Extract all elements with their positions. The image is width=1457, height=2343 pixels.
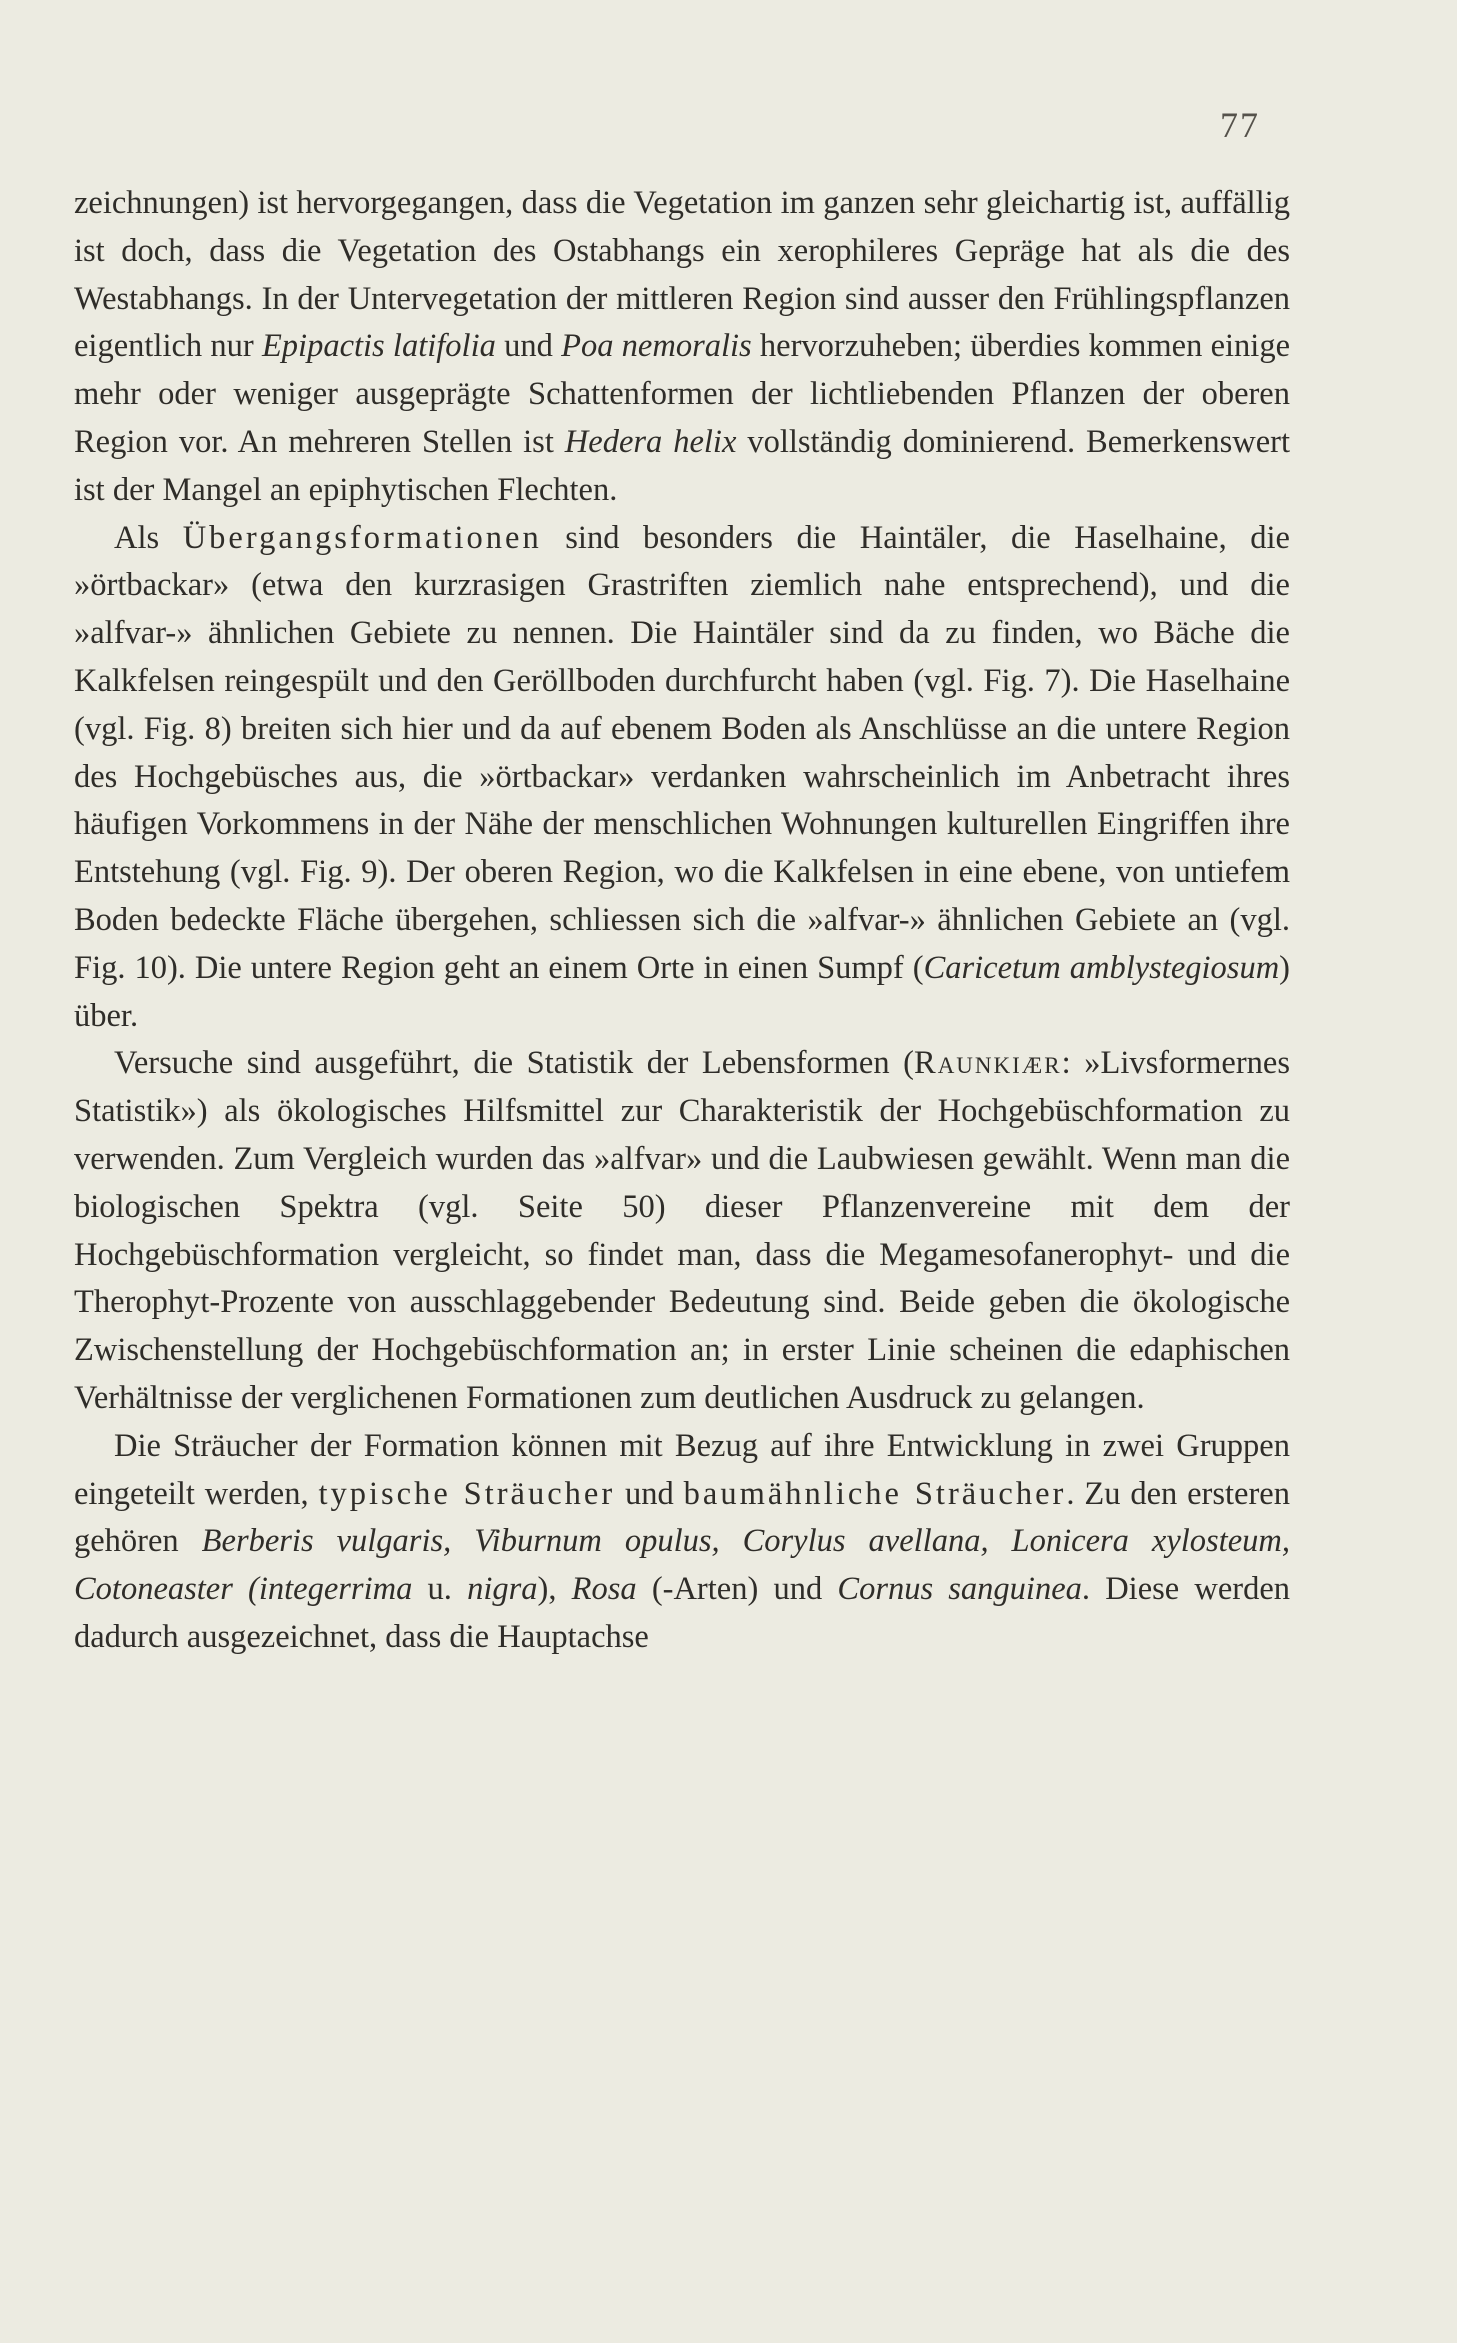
species-name: nigra [467, 1571, 538, 1608]
species-name: Caricetum amblystegiosum [923, 949, 1280, 986]
species-name: Epipactis latifolia [261, 328, 496, 365]
page-number: 77 [1220, 105, 1260, 145]
paragraph-2 [74, 515, 1290, 1041]
paragraph-3 [74, 1040, 1290, 1422]
text-run: . Zu den ersteren gehören [74, 1475, 1290, 1560]
text-run: u. [412, 1571, 468, 1608]
emphasized-term: Übergangsformationen [182, 519, 542, 556]
text-run: und [615, 1475, 684, 1512]
species-name: Rosa [571, 1571, 637, 1608]
text-run: Die Sträucher der Formation können mit Bezug auf ihre Entwicklung in zwei Gruppen eingeteilt werden, [74, 1427, 1290, 1512]
species-name: Cornus sanguinea [837, 1571, 1082, 1608]
text-run: vollständig dominierend. Bemerkenswert ist der Mangel an epiphytischen Flechten. [74, 423, 1290, 508]
paragraph-1 [74, 180, 1290, 515]
species-name: Hedera helix [564, 423, 737, 460]
text-run: ) über. [74, 949, 1290, 1034]
text-run: Als [114, 519, 183, 556]
text-run: : »Livsformernes Statistik») als ökologisches Hilfsmittel zur Charakteristik der Hochgebüschformation zu verwenden. Zum Vergleich wurden das »alfvar» und die Laubwiesen gewählt. Wenn man die biologischen Spektra (vgl. Seite 50) dieser Pflanzenvereine mit dem der Hochgebüschformation vergleicht, so findet man, dass die Megamesofanerophyt- und die Therophyt-Prozente von ausschlaggebender Bedeutung sind. Beide geben die ökologische Zwischenstellung der Hochgebüschformation an; in erster Linie scheinen die edaphischen Verhältnisse der verglichenen Formationen zum deutlichen Ausdruck zu gelangen. [74, 1045, 1290, 1416]
text-run: Versuche sind ausgeführt, die Statistik der Lebensformen ( [114, 1045, 915, 1082]
emphasized-term: baumähnliche Sträucher [683, 1475, 1067, 1512]
body-text [74, 180, 1290, 1662]
species-name: Poa nemoralis [561, 328, 752, 365]
text-run: . Diese werden dadurch ausgezeichnet, dass die Hauptachse [74, 1571, 1291, 1655]
text-run: zeichnungen) ist hervorgegangen, dass die Vegetation im ganzen sehr gleichartig ist, auffällig ist doch, dass die Vegetation des Ostabhangs ein xerophileres Gepräge hat als die des Westabhangs. In der Untervegetation der mittleren Region sind ausser den Frühlingspflanzen eigentlich nur [74, 185, 1290, 365]
text-run: und [495, 328, 562, 365]
text-run: ), [537, 1571, 572, 1608]
text-run: (-Arten) und [636, 1571, 838, 1608]
text-run: sind besonders die Haintäler, die Haselhaine, die »örtbackar» (etwa den kurzrasigen Grastriften ziemlich nahe entsprechend), und die »alfvar-» ähnlichen Gebiete zu nennen. Die Haintäler sind da zu finden, wo Bäche die Kalkfelsen reingespült und den Geröllboden durchfurcht haben (vgl. Fig. 7). Die Haselhaine (vgl. Fig. 8) breiten sich hier und da auf ebenem Boden als Anschlüsse an die untere Region des Hochgebüsches aus, die »örtbackar» verdanken wahrscheinlich im Anbetracht ihres häufigen Vorkommens in der Nähe der menschlichen Wohnungen kulturellen Eingriffen ihre Entstehung (vgl. Fig. 9). Der oberen Region, wo die Kalkfelsen in eine ebene, von untiefem Boden bedeckte Fläche übergehen, schliessen sich die »alfvar-» ähnlichen Gebiete an (vgl. Fig. 10). Die untere Region geht an einem Orte in einen Sumpf ( [74, 519, 1290, 986]
species-name: Berberis vulgaris, Viburnum opulus, Corylus avellana, Lonicera xylosteum, Cotoneaster (integerrima [74, 1523, 1290, 1608]
text-run: hervorzuheben; überdies kommen einige mehr oder weniger ausgeprägte Schattenformen der lichtliebenden Pflanzen der oberen Region vor. An mehreren Stellen ist [74, 328, 1290, 460]
author-name: Raunkiær [914, 1045, 1062, 1082]
emphasized-term: typische Sträucher [318, 1475, 616, 1512]
paragraph-4 [74, 1423, 1290, 1662]
